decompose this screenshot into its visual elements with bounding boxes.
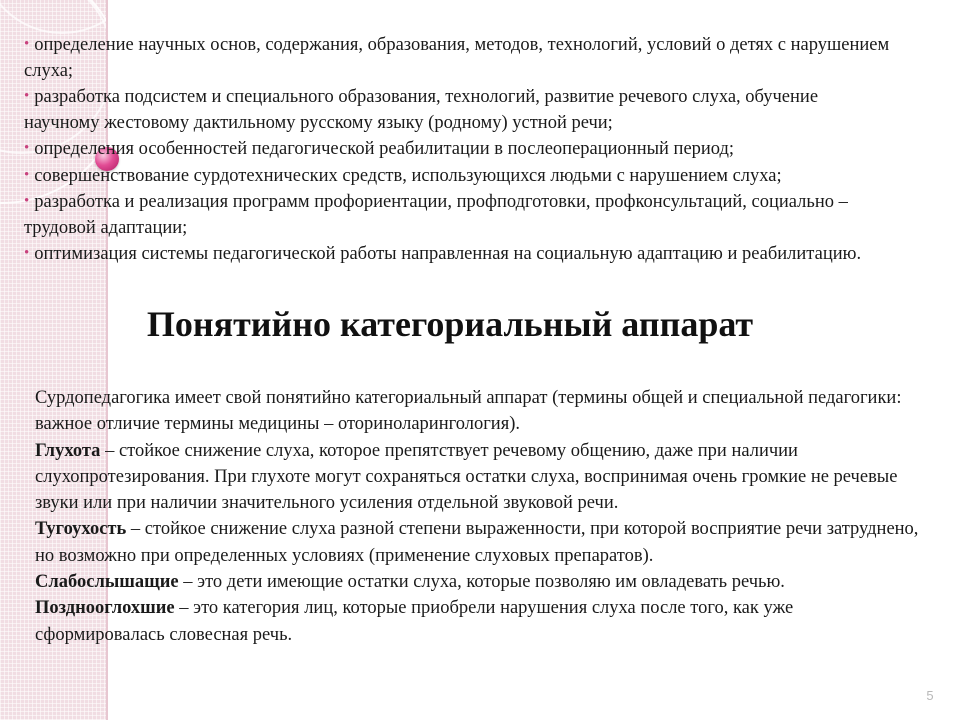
- list-item: [24, 136, 894, 163]
- objectives-list: [24, 32, 894, 268]
- bullet-icon: •: [24, 245, 30, 261]
- bullet-icon: •: [24, 36, 30, 52]
- term-definition: – это дети имеющие остатки слуха, которые позволяю им овладевать речью.: [178, 572, 785, 593]
- list-item: [24, 189, 894, 241]
- term-label: Позднооглохшие: [35, 598, 175, 619]
- list-item-text: оптимизация системы педагогической работы направленная на социальную адаптацию и реабилитацию.: [34, 244, 862, 264]
- bullet-icon: •: [24, 193, 30, 209]
- term-definition: – это категория лиц, которые приобрели нарушения слуха после того, как уже сформировалась словесная речь.: [35, 598, 794, 645]
- list-item: [24, 241, 894, 268]
- list-item: [24, 84, 894, 136]
- definition-late-deafened: [35, 595, 920, 648]
- definition-hard-of-hearing: [35, 569, 920, 595]
- definition-hearing-loss: [35, 516, 920, 569]
- list-item: [24, 32, 894, 84]
- definitions-block: [35, 385, 920, 648]
- bullet-icon: •: [24, 88, 30, 104]
- bullet-icon: •: [24, 140, 30, 156]
- slide-number: 5: [926, 688, 934, 703]
- list-item-text: определение научных основ, содержания, образования, методов, технологий, условий о детях с нарушением слуха;: [24, 35, 890, 81]
- bullet-icon: •: [24, 166, 30, 183]
- list-item-text: совершенствование сурдотехнических средств, использующихся людьми с нарушением слуха;: [34, 165, 782, 186]
- term-label: Глухота: [35, 440, 101, 461]
- term-label: Тугоухость: [35, 519, 127, 540]
- list-item-text: разработка и реализация программ профориентации, профподготовки, профконсультаций, социально – трудовой адаптации;: [24, 192, 848, 238]
- term-label: Слабослышащие: [35, 572, 179, 593]
- slide-title: Понятийно категориальный аппарат: [146, 304, 754, 344]
- definition-deafness: [35, 438, 920, 517]
- list-item-text: разработка подсистем и специального образования, технологий, развитие речевого слуха, обучение научному жестовому дактильному русскому языку (родному) устной речи;: [24, 87, 819, 133]
- term-definition: – стойкое снижение слуха, которое препятствует речевому общению, даже при наличии слухопротезирования. При глухоте могут сохраняться остатки слуха, воспринимая очень громкие не речевые звуки или при наличии значительного усиления отдельной звуковой речи.: [35, 440, 898, 514]
- term-definition: – стойкое снижение слуха разной степени выраженности, при которой восприятие речи затруднено, но возможно при определенных условиях (применение слуховых препаратов).: [35, 519, 919, 566]
- list-item: [24, 163, 894, 190]
- list-item-text: определения особенностей педагогической реабилитации в послеоперационный период;: [34, 139, 735, 159]
- intro-paragraph: Сурдопедагогика имеет свой понятийно категориальный аппарат (термины общей и специальной педагогики: важное отличие термины медицины – оториноларингология).: [35, 388, 902, 435]
